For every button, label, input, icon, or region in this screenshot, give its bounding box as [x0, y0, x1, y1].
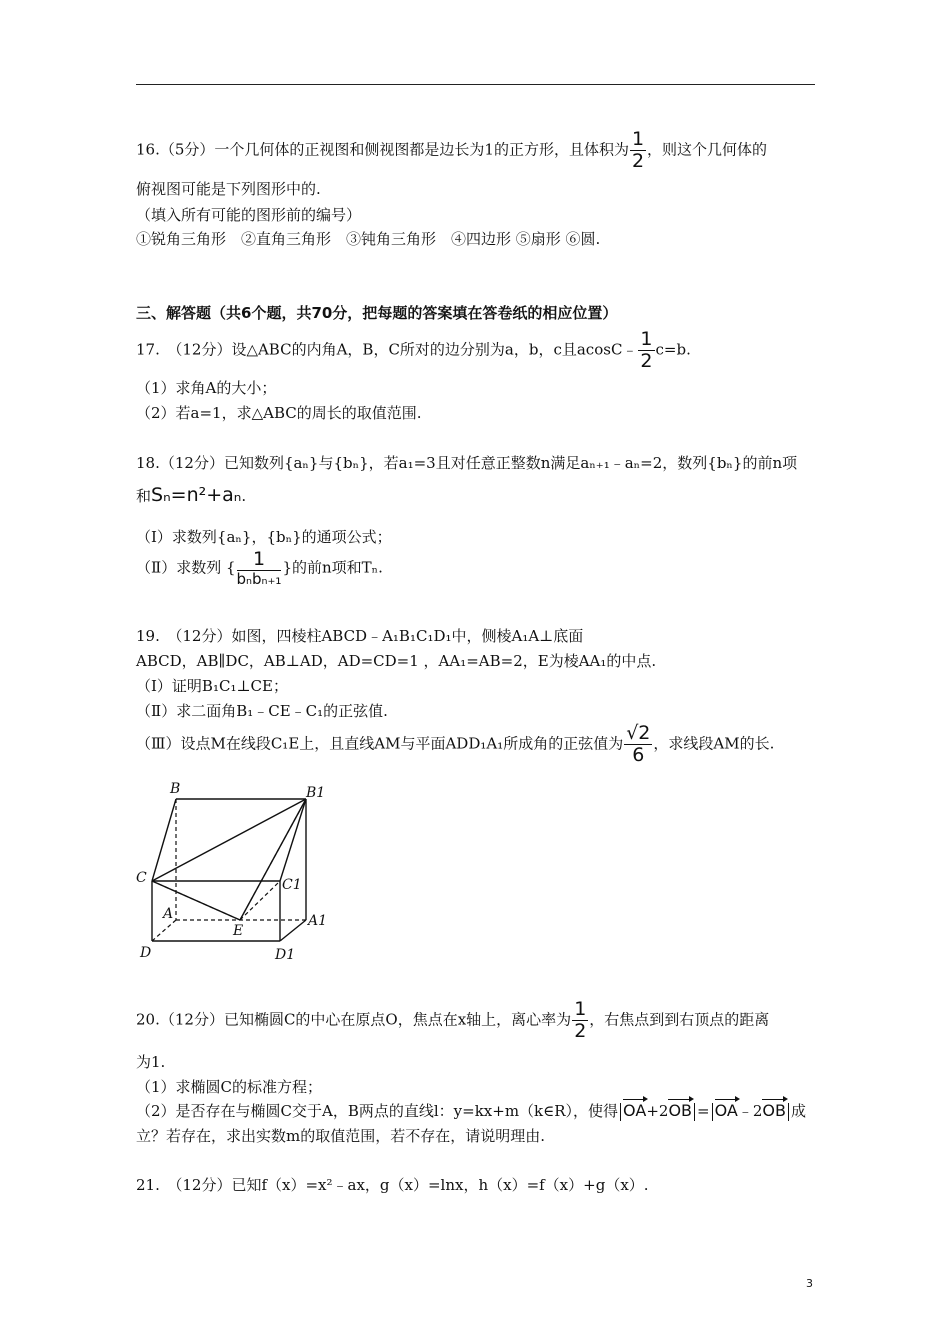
q20-line2: 为1. — [136, 1053, 166, 1071]
q17-part1: （1）求角A的大小； — [136, 379, 277, 397]
q19-line2: ABCD，AB∥DC，AB⊥AD，AD=CD=1 ，AA₁=AB=2，E为棱AA₁的中点. — [136, 652, 657, 670]
q21-line1: 21. （12分）已知f（x）=x²﹣ax，g（x）=lnx，h（x）=f（x）+g（x）. — [136, 1176, 649, 1194]
q20-text-b: ，右焦点到到右顶点的距离 — [589, 1010, 770, 1029]
label-B: B — [170, 781, 181, 797]
q20-part1: （1）求椭圆C的标准方程； — [136, 1078, 323, 1096]
q17-line1 — [136, 330, 691, 371]
q20-frac-den: 2 — [574, 1020, 587, 1042]
label-A1: A1 — [308, 913, 328, 929]
page-number: 3 — [806, 1277, 813, 1290]
abs-bar-2 — [694, 1103, 695, 1121]
label-A: A — [163, 906, 174, 922]
q19-part3-a: （Ⅲ）设点M在线段C₁E上，且直线AM与平面ADD₁A₁所成角的正弦值为 — [136, 734, 624, 753]
q19-fraction — [624, 724, 652, 765]
label-C1: C1 — [282, 877, 302, 893]
q16-fraction — [630, 130, 646, 171]
edge-BC — [152, 799, 176, 881]
q16-frac-num: 1 — [631, 128, 645, 150]
q18-part2 — [136, 550, 383, 587]
q18-line2-a: 和 — [136, 487, 152, 505]
hidden-AD — [152, 920, 176, 941]
q20-minus2: ﹣2 — [737, 1102, 763, 1120]
q18-sum-formula: Sₙ=n²+aₙ — [151, 484, 242, 506]
q18-line2-b: . — [241, 487, 247, 505]
q20-eq: = — [697, 1102, 710, 1120]
q20-plus2: +2 — [646, 1102, 669, 1120]
label-E: E — [233, 923, 244, 939]
q16-text-a: 16.（5分）一个几何体的正视图和侧视图都是边长为1的正方形，且体积为 — [136, 140, 629, 159]
label-D1: D1 — [275, 947, 296, 963]
q16-frac-den: 2 — [631, 150, 645, 172]
q20-part2-a: （2）是否存在与椭圆C交于A，B两点的直线l：y=kx+m（k∈R），使得 — [136, 1102, 619, 1120]
label-B1: B1 — [306, 785, 326, 801]
header-rule — [136, 84, 815, 85]
q16-line2: 俯视图可能是下列图形中的. — [136, 180, 321, 198]
abs-bar-1 — [620, 1103, 621, 1121]
prism-figure — [130, 775, 340, 970]
q20-frac-num: 1 — [574, 998, 587, 1020]
label-C: C — [136, 870, 147, 886]
q18-part2-a: （Ⅱ）求数列 { — [136, 558, 236, 577]
q18-frac-num: 1 — [237, 550, 282, 571]
q18-part1: （Ⅰ）求数列{aₙ}，{bₙ}的通项公式； — [136, 528, 392, 546]
q18-fraction — [237, 550, 282, 587]
section-heading: 三、解答题（共6个题，共70分，把每题的答案填在答卷纸的相应位置） — [136, 304, 618, 322]
q18-line2 — [136, 484, 246, 506]
hidden-EC1 — [240, 881, 280, 920]
q20-part2-b: 成 — [790, 1102, 806, 1120]
q18-part2-b: }的前n项和Tₙ. — [282, 558, 383, 577]
q18-frac-den: bₙbₙ₊₁ — [236, 570, 282, 588]
q18-line1: 18.（12分）已知数列{aₙ}与{bₙ}，若a₁=3且对任意正整数n满足aₙ₊₁﹣aₙ=2，数列{bₙ}的前n项 — [136, 454, 798, 472]
q16-line1 — [136, 130, 767, 171]
vector-oa-2: OA — [715, 1098, 738, 1120]
q20-part2 — [136, 1098, 806, 1121]
q19-part2: （Ⅱ）求二面角B₁﹣CE﹣C₁的正弦值. — [136, 702, 388, 720]
q19-frac-num: √2 — [626, 722, 651, 744]
q19-part1: （Ⅰ）证明B₁C₁⊥CE； — [136, 677, 288, 695]
q17-text-b: c=b. — [655, 340, 691, 359]
q17-fraction — [638, 330, 654, 371]
q20-line-last: 立？若存在，求出实数m的取值范围，若不存在，请说明理由. — [136, 1127, 545, 1145]
edge-D1A1 — [280, 920, 306, 941]
q16-line4: ①锐角三角形 ②直角三角形 ③钝角三角形 ④四边形 ⑤扇形 ⑥圆. — [136, 230, 601, 248]
q19-part3-b: ，求线段AM的长. — [653, 734, 775, 753]
q20-fraction — [572, 1000, 588, 1041]
q20-text-a: 20.（12分）已知椭圆C的中心在原点O，焦点在x轴上，离心率为 — [136, 1010, 572, 1029]
q17-part2: （2）若a=1，求△ABC的周长的取值范围. — [136, 404, 422, 422]
vector-ob-1: OB — [668, 1098, 692, 1120]
q16-text-b: ，则这个几何体的 — [647, 140, 768, 159]
q19-line1: 19. （12分）如图，四棱柱ABCD﹣A₁B₁C₁D₁中，侧棱A₁A⊥底面 — [136, 627, 584, 645]
label-D: D — [140, 945, 152, 961]
abs-bar-3 — [712, 1103, 713, 1121]
q16-line3: （填入所有可能的图形前的编号） — [136, 206, 362, 224]
q19-frac-den: 6 — [632, 744, 645, 766]
q17-frac-num: 1 — [640, 328, 653, 350]
q17-text-a: 17. （12分）设△ABC的内角A，B，C所对的边分别为a，b，c且acosC﹣ — [136, 340, 638, 359]
abs-bar-4 — [788, 1103, 789, 1121]
q17-frac-den: 2 — [640, 350, 653, 372]
vector-ob-2: OB — [762, 1098, 786, 1120]
vector-oa-1: OA — [623, 1098, 646, 1120]
q20-line1 — [136, 1000, 769, 1041]
q19-part3 — [136, 724, 774, 765]
